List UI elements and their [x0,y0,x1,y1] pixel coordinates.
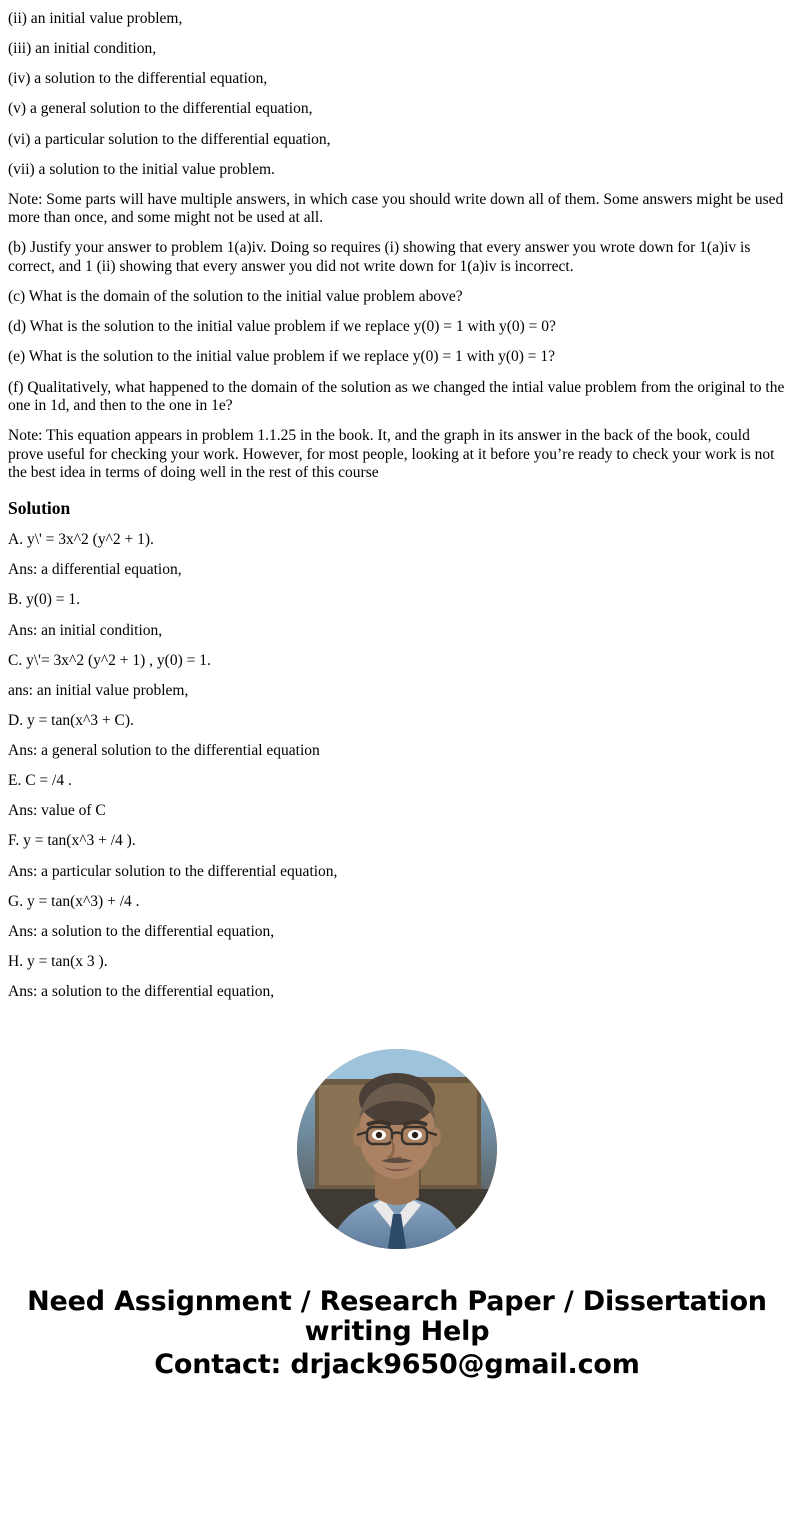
solution-line: Ans: value of C [8,802,106,820]
problem-part-e: (e) What is the solution to the initial value problem if we replace y(0) = 1 with y(0) = 1? [8,348,556,366]
solution-line: B. y(0) = 1. [8,591,81,609]
solution-line: D. y = tan(x^3 + C). [8,711,134,729]
solution-line: Ans: an initial condition, [8,621,163,639]
problem-part-c: (c) What is the domain of the solution to the initial value problem above? [8,287,463,305]
avatar [297,1049,497,1249]
solution-line: Ans: a general solution to the differential equation [8,742,320,759]
solution-line: ans: an initial value problem, [8,681,189,699]
problem-part-f: (f) Qualitatively, what happened to the domain of the solution as we changed the intial value problem from the original to the one in 1d, and then to the one in 1e? [8,378,785,414]
note-paragraph-2: Note: This equation appears in problem 1.1.25 in the book. It, and the graph in its answer in the back of the book, could prove useful for checking your work. However, for most people, looking at it before you’re ready to check your work is not the best idea in terms of doing well in the rest of this course [8,427,775,481]
list-item: (v) a general solution to the differential equation, [8,100,313,118]
author-photo-container [8,1007,786,1249]
promo-headline-line1: Need Assignment / Research Paper / Dissertation [27,1286,767,1318]
solution-line: C. y\'= 3x^2 (y^2 + 1) , y(0) = 1. [8,651,211,669]
promo-contact: Contact: drjack9650@gmail.com [154,1348,640,1380]
list-item: (ii) an initial value problem, [8,10,183,27]
solution-line: Ans: a particular solution to the differential equation, [8,862,338,880]
solution-line: G. y = tan(x^3) + /4 . [8,892,140,910]
solution-line: F. y = tan(x^3 + /4 ). [8,832,136,850]
promo-banner [8,1249,786,1380]
solution-line: Ans: a differential equation, [8,561,182,579]
list-item: (vii) a solution to the initial value problem. [8,160,275,178]
note-paragraph: Note: Some parts will have multiple answers, in which case you should write down all of them. Some answers might be used more than once, and some might not be used at all. [8,190,784,227]
solution-line: Ans: a solution to the differential equation, [8,922,275,940]
solution-line: Ans: a solution to the differential equation, [8,983,275,1000]
promo-headline-line2: writing Help [304,1316,490,1348]
solution-line: A. y\' = 3x^2 (y^2 + 1). [8,531,154,549]
list-item: (iii) an initial condition, [8,40,157,58]
solution-line: E. C = /4 . [8,772,72,790]
problem-part-d: (d) What is the solution to the initial value problem if we replace y(0) = 1 with y(0) = 0? [8,318,556,336]
solution-heading: Solution [8,498,71,519]
list-item: (iv) a solution to the differential equation, [8,70,268,88]
portrait-photo-icon [297,1049,497,1249]
list-item: (vi) a particular solution to the differential equation, [8,130,331,148]
solution-line: H. y = tan(x 3 ). [8,952,108,970]
bottom-spacer [8,1380,786,1408]
problem-part-b: (b) Justify your answer to problem 1(a)iv. Doing so requires (i) showing that every answer you wrote down for 1(a)iv is correct, and 1 (ii) showing that every answer you did not write down for 1(a)iv is incorrect. [8,239,751,275]
